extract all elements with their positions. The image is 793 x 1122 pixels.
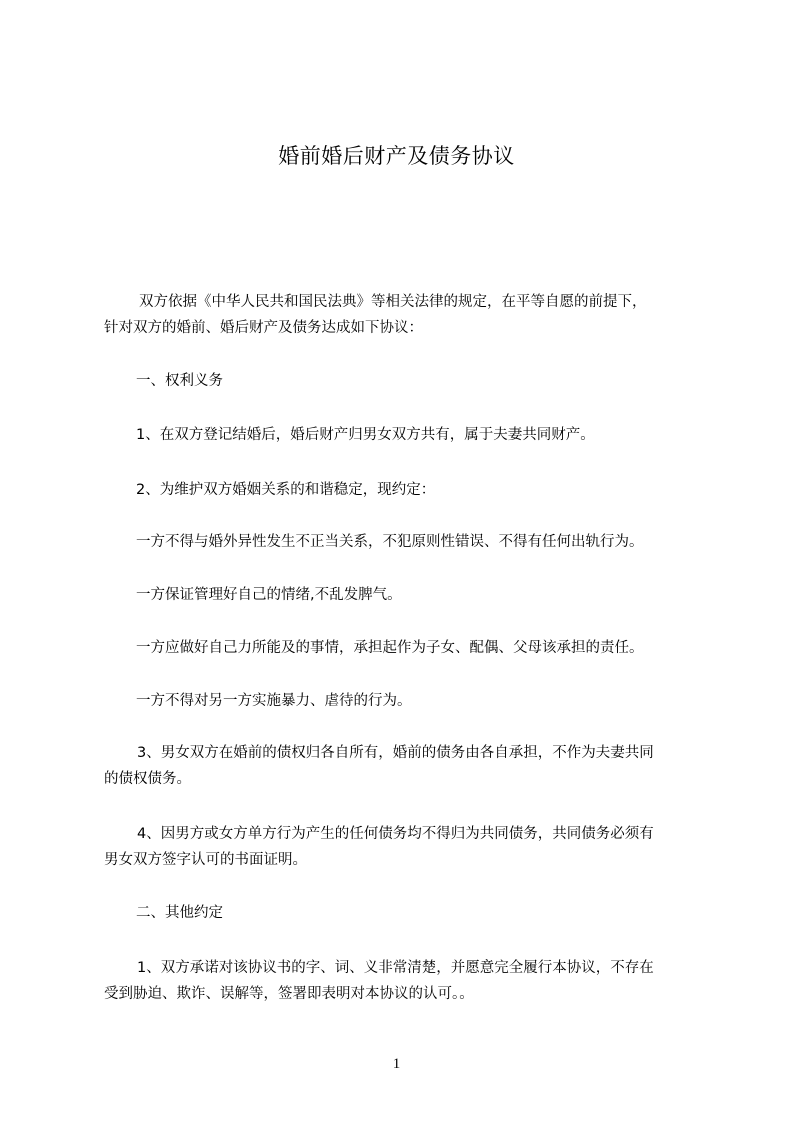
clause-4-line-1: 4、因男方或女方单方行为产生的任何债务均不得归为共同债务，共同债务必须有 bbox=[137, 826, 654, 842]
section-heading-other: 二、其他约定 bbox=[136, 905, 223, 921]
clause-3-line-2: 的债权债务。 bbox=[104, 771, 191, 787]
clause-1: 1、在双方登记结婚后，婚后财产归男女双方共有，属于夫妻共同财产。 bbox=[136, 427, 595, 443]
rule-no-affair: 一方不得与婚外异性发生不正当关系，不犯原则性错误、不得有任何出轨行为。 bbox=[136, 534, 644, 550]
clause-2: 2、为维护双方婚姻关系的和谐稳定，现约定： bbox=[136, 482, 436, 498]
clause-4-line-2: 男女双方签字认可的书面证明。 bbox=[104, 852, 307, 868]
intro-line-2: 针对双方的婚前、婚后财产及债务达成如下协议： bbox=[104, 320, 423, 336]
clause-3-line-1: 3、男女双方在婚前的债权归各自所有，婚前的债务由各自承担，不作为夫妻共同 bbox=[137, 745, 654, 761]
section-heading-rights: 一、权利义务 bbox=[136, 373, 223, 389]
clause-3 bbox=[104, 740, 712, 792]
rule-no-violence: 一方不得对另一方实施暴力、虐待的行为。 bbox=[136, 693, 412, 709]
clause-5-line-2: 受到胁迫、欺诈、误解等，签署即表明对本协议的认可。。 bbox=[104, 986, 474, 1002]
intro-line-1: 双方依据《中华人民共和国民法典》等相关法律的规定，在平等自愿的前提下， bbox=[139, 294, 647, 310]
rule-responsibilities: 一方应做好自己力所能及的事情，承担起作为子女、配偶、父母该承担的责任。 bbox=[136, 640, 644, 656]
document-title: 婚前婚后财产及债务协议 bbox=[278, 144, 515, 168]
clause-4 bbox=[104, 821, 712, 873]
intro-paragraph bbox=[104, 289, 712, 341]
page-number: 1 bbox=[392, 1056, 401, 1072]
rule-emotions: 一方保证管理好自己的情绪,不乱发脾气。 bbox=[136, 587, 402, 603]
clause-5 bbox=[104, 955, 712, 1007]
clause-5-line-1: 1、双方承诺对该协议书的字、词、义非常清楚，并愿意完全履行本协议，不存在 bbox=[137, 960, 654, 976]
